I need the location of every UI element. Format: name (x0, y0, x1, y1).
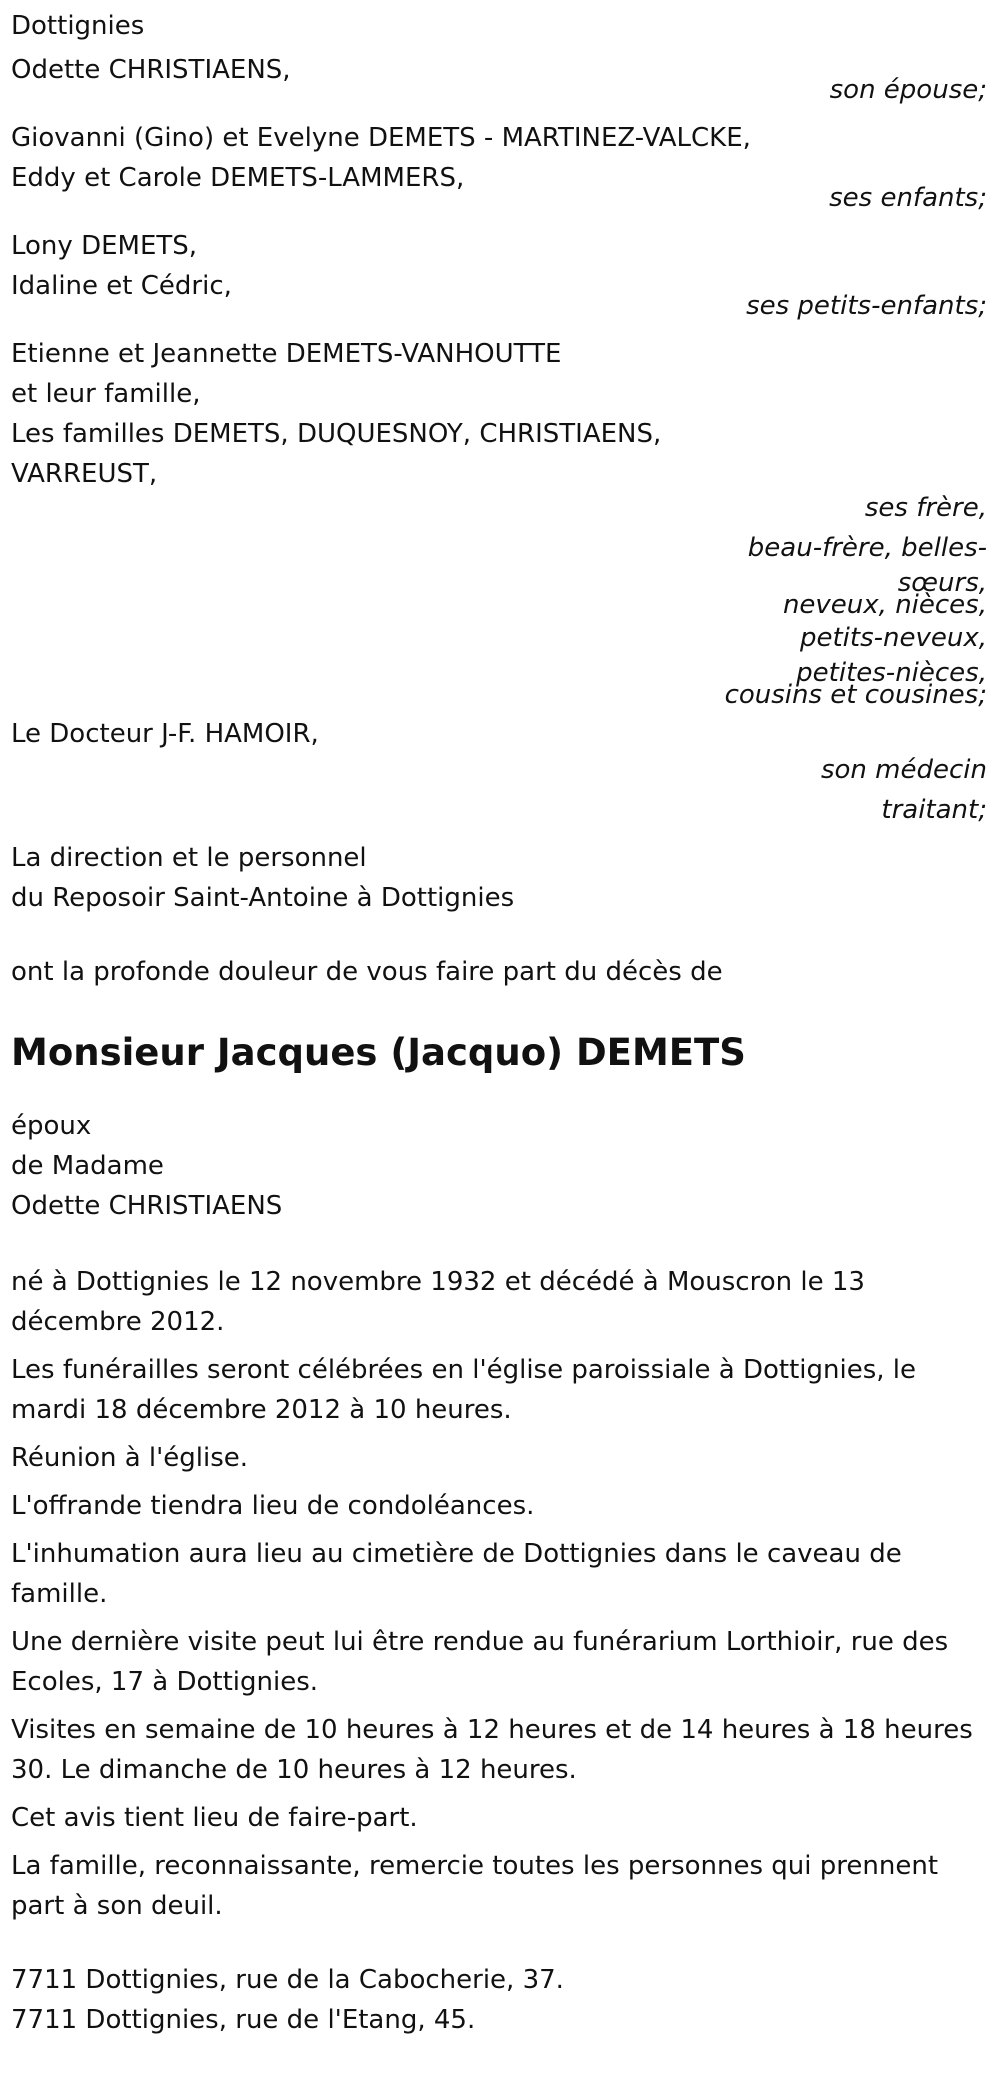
visit-paragraph: Une dernière visite peut lui être rendue au funérarium Lorthioir, rue des Ecoles, 17 à Dottignies. (11, 1627, 949, 1697)
relation-label: son médecin (820, 755, 987, 785)
family-group-grandchildren (11, 226, 990, 326)
burial-paragraph: L'inhumation aura lieu au cimetière de Dottignies dans le caveau de famille. (11, 1539, 902, 1609)
family-name-line: La direction et le personnel (11, 843, 367, 873)
relation-label: ses enfants; (829, 183, 987, 213)
family-name-line: Les familles DEMETS, DUQUESNOY, CHRISTIAENS, (11, 419, 662, 449)
visit-hours-paragraph: Visites en semaine de 10 heures à 12 heures et de 14 heures à 18 heures 30. Le dimanche de 10 heures à 12 heures. (11, 1715, 973, 1785)
location-heading: Dottignies (11, 11, 145, 41)
deceased-name: Monsieur Jacques (Jacquo) DEMETS (11, 1031, 746, 1074)
address-line: 7711 Dottignies, rue de l'Etang, 45. (11, 2005, 476, 2035)
relation-label: ses petits-enfants; (746, 291, 987, 321)
funeral-paragraph: Les funérailles seront célébrées en l'église paroissiale à Dottignies, le mardi 18 décembre 2012 à 10 heures. (11, 1355, 916, 1425)
relation-label: traitant; (881, 795, 987, 825)
notice-paragraph: Cet avis tient lieu de faire-part. (11, 1803, 418, 1833)
family-name-line: et leur famille, (11, 379, 201, 409)
relation-label: petites-nièces, (796, 658, 987, 688)
relation-label: ses frère, (864, 493, 987, 523)
family-name-line: Giovanni (Gino) et Evelyne DEMETS - MARTINEZ-VALCKE, (11, 123, 751, 153)
family-group-staff (11, 838, 990, 918)
announcement-text: ont la profonde douleur de vous faire part du décès de (11, 957, 723, 987)
offering-paragraph: L'offrande tiendra lieu de condoléances. (11, 1491, 535, 1521)
family-name-line: Eddy et Carole DEMETS-LAMMERS, (11, 163, 465, 193)
spouse-line: époux (11, 1111, 92, 1141)
family-name-line: VARREUST, (11, 459, 158, 489)
address-line: 7711 Dottignies, rue de la Cabocherie, 37. (11, 1965, 564, 1995)
addresses (11, 1960, 990, 2040)
relation-label: sœurs, (897, 568, 987, 598)
family-name-line: Le Docteur J-F. HAMOIR, (11, 719, 319, 749)
thanks-paragraph: La famille, reconnaissante, remercie toutes les personnes qui prennent part à son deuil. (11, 1851, 939, 1921)
details-section (11, 1262, 986, 1926)
family-name-line: Lony DEMETS, (11, 231, 198, 261)
relation-label: son épouse; (829, 75, 987, 105)
relation-label: cousins et cousines; (724, 680, 987, 710)
family-group-children (11, 118, 990, 218)
spouse-details (11, 1106, 990, 1226)
family-name-line: Etienne et Jeannette DEMETS-VANHOUTTE (11, 339, 562, 369)
spouse-line: Odette CHRISTIAENS (11, 1191, 283, 1221)
family-group-doctor (11, 714, 990, 830)
family-name-line: Odette CHRISTIAENS, (11, 55, 291, 85)
family-group-siblings (11, 334, 990, 710)
birth-death-paragraph: né à Dottignies le 12 novembre 1932 et décédé à Mouscron le 13 décembre 2012. (11, 1267, 865, 1337)
family-group-spouse (11, 50, 990, 110)
relation-label: petits-neveux, (799, 623, 987, 653)
family-name-line: Idaline et Cédric, (11, 271, 232, 301)
meeting-paragraph: Réunion à l'église. (11, 1443, 249, 1473)
spouse-line: de Madame (11, 1151, 164, 1181)
relation-label: beau-frère, belles- (747, 533, 987, 563)
family-name-line: du Reposoir Saint-Antoine à Dottignies (11, 883, 515, 913)
relation-label: neveux, nièces, (782, 590, 987, 620)
